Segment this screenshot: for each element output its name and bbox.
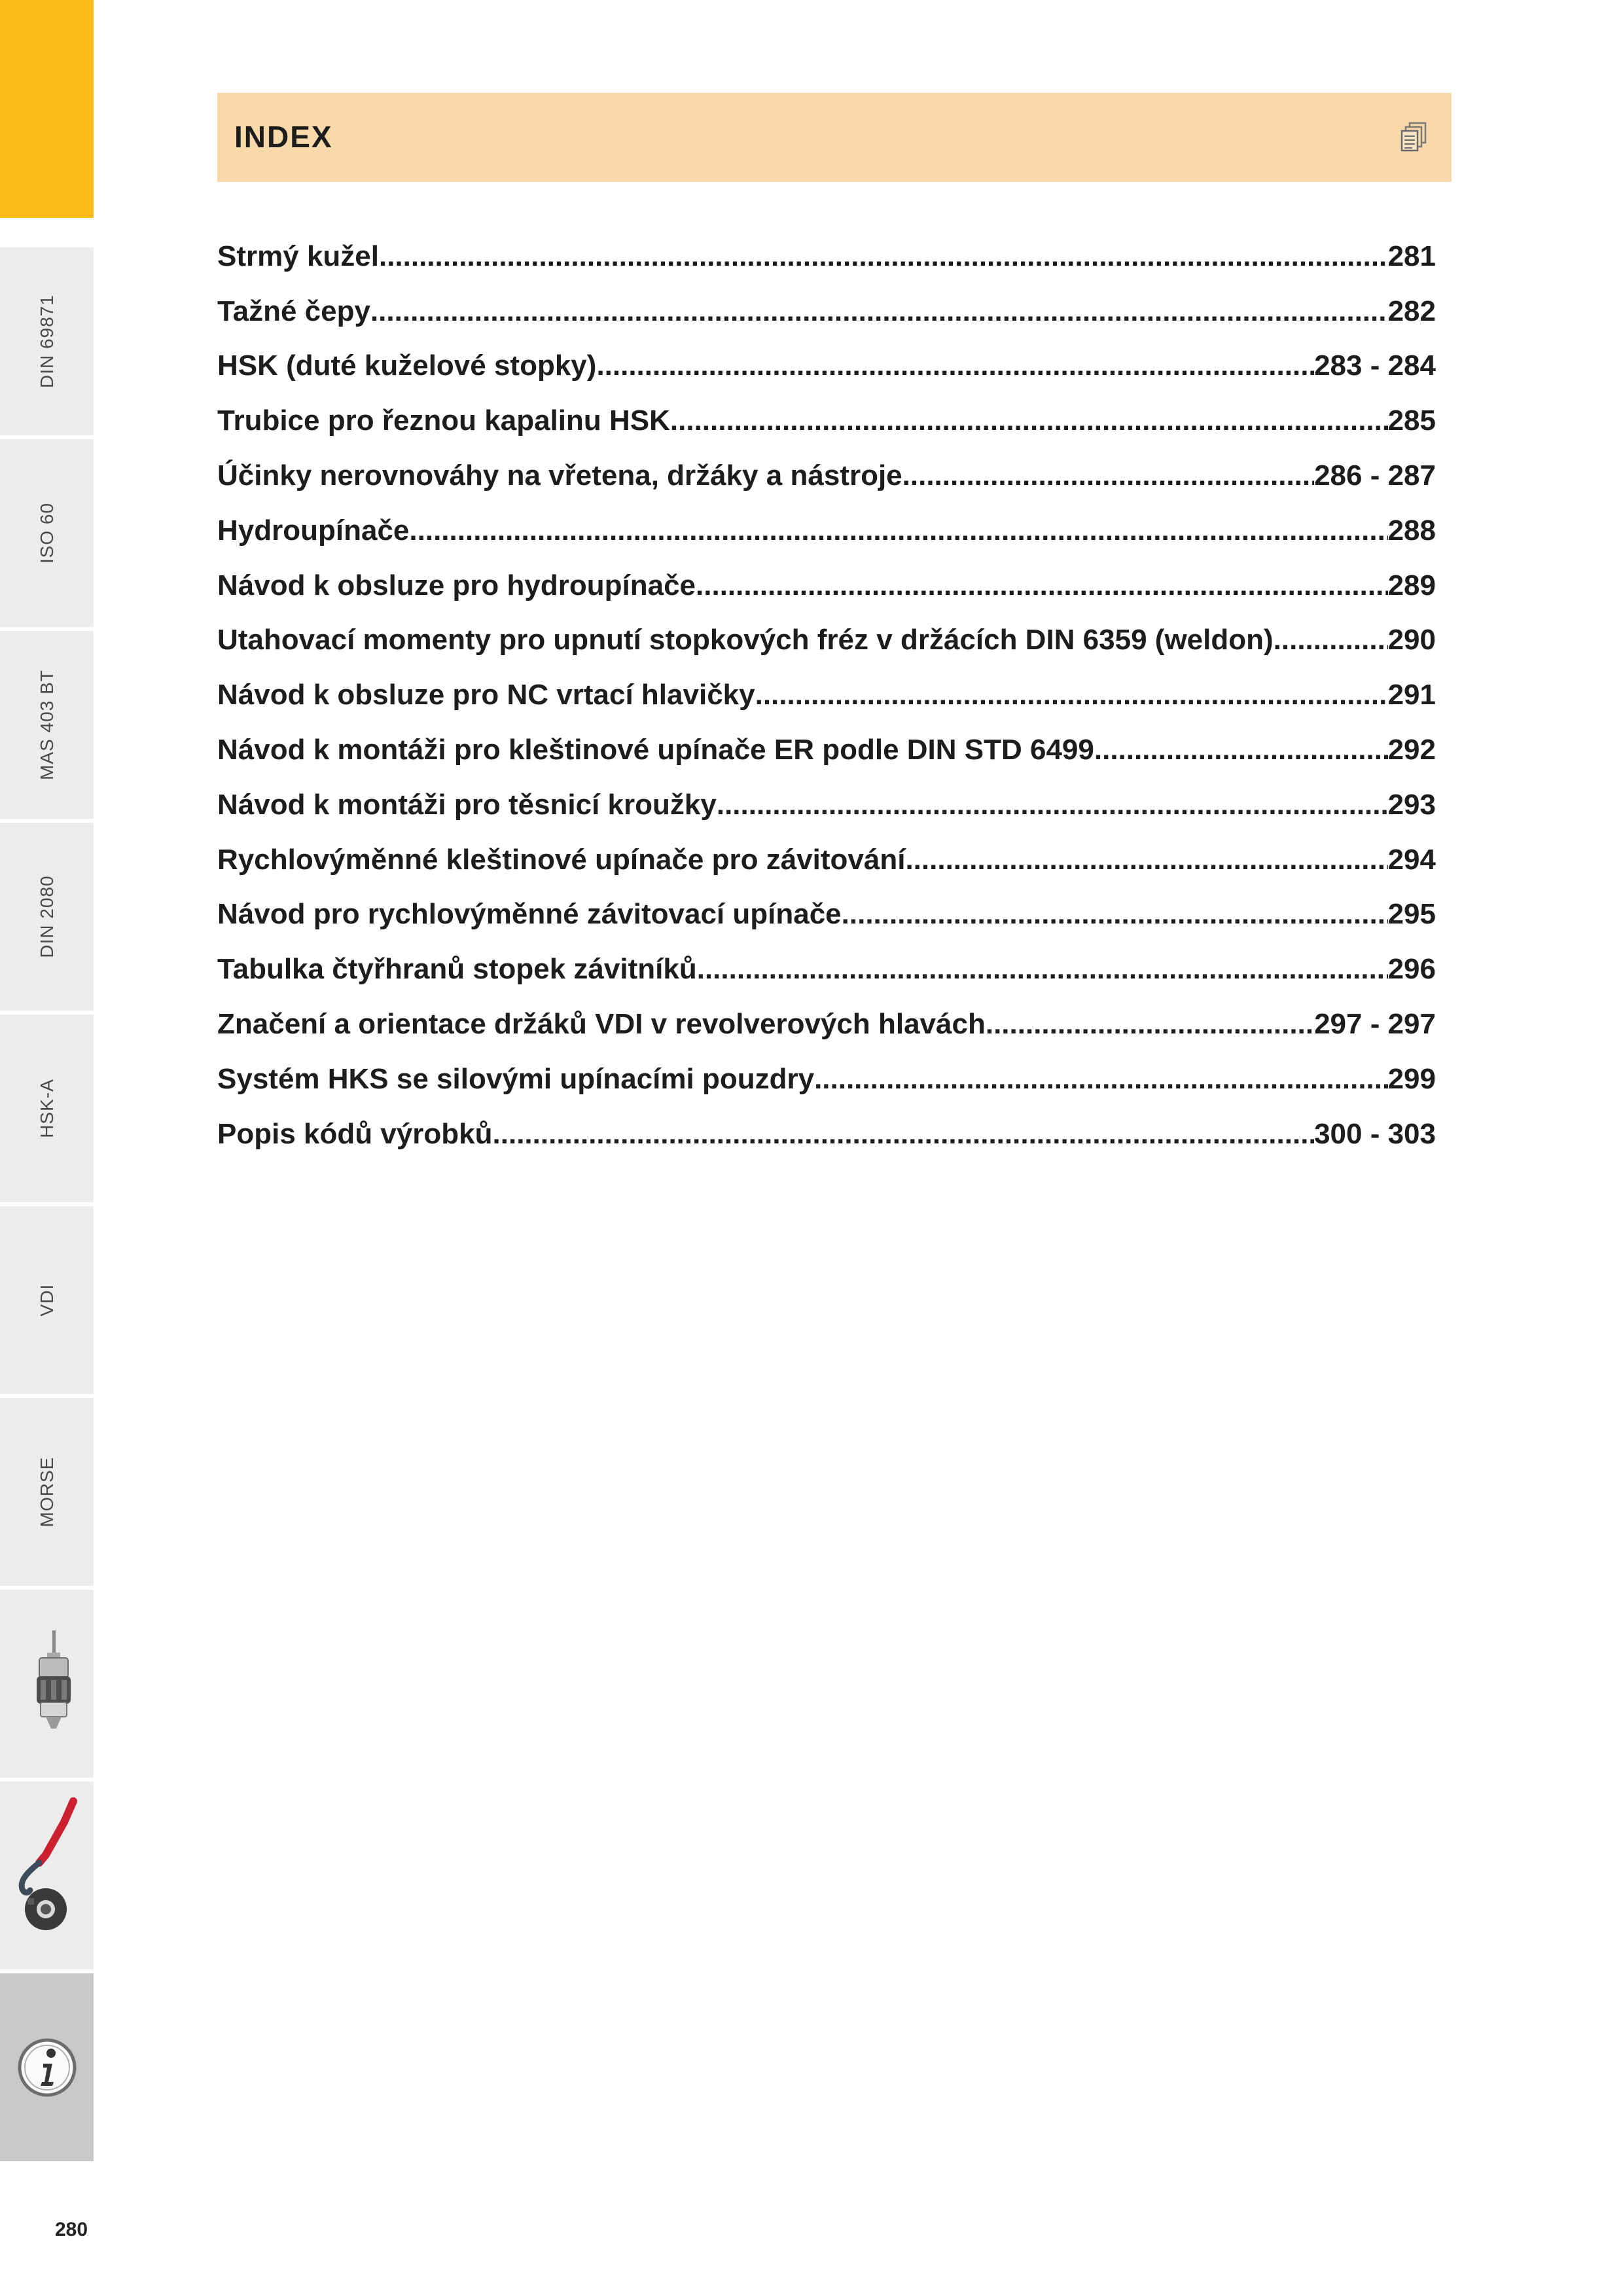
section-sidebar [0, 0, 94, 2296]
dot-leader [1274, 624, 1388, 656]
index-entry-title: Účinky nerovnováhy na vřetena, držáky a nástroje [217, 459, 902, 492]
index-entry-page: 294 [1387, 843, 1436, 876]
index-entry[interactable] [217, 997, 1436, 1052]
dot-leader [370, 295, 1388, 328]
index-entry[interactable] [217, 229, 1436, 284]
index-entry[interactable] [217, 613, 1436, 668]
index-entry-title: Návod k obsluze pro NC vrtací hlavičky [217, 679, 755, 711]
dot-leader [717, 789, 1388, 821]
index-entry[interactable] [217, 888, 1436, 942]
document-icon[interactable] [1400, 122, 1429, 153]
index-entry[interactable] [217, 1107, 1436, 1162]
sidebar-tab-label: MAS 403 BT [36, 670, 57, 780]
index-entry[interactable] [217, 833, 1436, 888]
sidebar-tab-label: MORSE [36, 1456, 57, 1528]
sidebar-tab-label: DIN 69871 [36, 295, 57, 388]
index-entry-page: 292 [1387, 734, 1436, 766]
dot-leader [696, 569, 1388, 602]
index-entry-title: Rychlovýměnné kleštinové upínače pro závitování [217, 843, 906, 876]
dot-leader [596, 350, 1314, 382]
dot-leader [986, 1008, 1314, 1041]
sidebar-tab-iso-60[interactable] [0, 439, 94, 627]
sidebar-tab-label: HSK-A [36, 1079, 57, 1138]
sidebar-tab-drill-chuck[interactable] [0, 1590, 94, 1778]
sidebar-tab-wrench-nut[interactable] [0, 1782, 94, 1969]
index-entry-page: 281 [1387, 240, 1436, 272]
index-entry-page: 291 [1387, 679, 1436, 711]
sidebar-tab-vdi[interactable] [0, 1206, 94, 1394]
index-entry-page: 297 - 297 [1314, 1008, 1436, 1041]
sidebar-tab-label: ISO 60 [36, 502, 57, 564]
index-list [217, 229, 1436, 1162]
index-entry-page: 295 [1387, 898, 1436, 931]
index-entry[interactable] [217, 558, 1436, 613]
index-entry-page: 282 [1387, 295, 1436, 327]
dot-leader [670, 404, 1388, 437]
index-entry-title: Systém HKS se silovými upínacími pouzdry [217, 1062, 815, 1095]
index-entry-page: 296 [1387, 953, 1436, 986]
index-entry[interactable] [217, 393, 1436, 448]
info-icon [0, 1973, 94, 2161]
index-entry-title: Tažné čepy [217, 295, 370, 327]
index-entry-title: Trubice pro řeznou kapalinu HSK [217, 404, 670, 437]
index-entry-title: Návod k obsluze pro hydroupínače [217, 569, 696, 601]
index-entry-page: 288 [1387, 514, 1436, 547]
index-entry-title: Návod k montáži pro těsnicí kroužky [217, 788, 717, 821]
index-entry-page: 289 [1387, 569, 1436, 601]
index-entry-page: 286 - 287 [1314, 459, 1436, 492]
dot-leader [814, 1063, 1388, 1096]
index-entry-title: Utahovací momenty pro upnutí stopkových fréz v držácích DIN 6359 (weldon) [217, 624, 1274, 656]
index-entry-page: 290 [1387, 624, 1436, 656]
index-entry[interactable] [217, 942, 1436, 997]
index-entry-page: 293 [1387, 788, 1436, 821]
sidebar-tab-mas-403-bt[interactable] [0, 631, 94, 819]
index-entry-title: Hydroupínače [217, 514, 410, 547]
sidebar-tab-hsk-a[interactable] [0, 1014, 94, 1202]
index-entry-page: 299 [1387, 1062, 1436, 1095]
index-entry[interactable] [217, 778, 1436, 833]
index-entry[interactable] [217, 1052, 1436, 1107]
dot-leader [842, 898, 1388, 931]
index-entry[interactable] [217, 339, 1436, 394]
index-entry-title: Návod k montáži pro kleštinové upínače ER podle DIN STD 6499 [217, 734, 1094, 766]
index-entry-page: 283 - 284 [1314, 350, 1436, 382]
sidebar-tab-label: VDI [36, 1283, 57, 1317]
index-entry-title: HSK (duté kuželové stopky) [217, 350, 597, 382]
index-entry[interactable] [217, 448, 1436, 503]
sidebar-tab-morse[interactable] [0, 1398, 94, 1586]
index-entry-title: Tabulka čtyřhranů stopek závitníků [217, 953, 697, 986]
index-entry-title: Návod pro rychlovýměnné závitovací upínače [217, 898, 842, 931]
index-entry-title: Strmý kužel [217, 240, 379, 272]
dot-leader [493, 1118, 1315, 1151]
page-title: INDEX [234, 120, 333, 154]
drill-chuck-icon [0, 1590, 94, 1778]
sidebar-accent-block [0, 0, 94, 218]
index-entry[interactable] [217, 284, 1436, 339]
dot-leader [379, 240, 1388, 273]
page-number: 280 [55, 2219, 88, 2240]
sidebar-tab-info[interactable] [0, 1973, 94, 2161]
index-header [217, 93, 1452, 182]
index-entry[interactable] [217, 503, 1436, 558]
index-entry-page: 285 [1387, 404, 1436, 437]
wrench-nut-icon [0, 1782, 94, 1969]
index-entry[interactable] [217, 668, 1436, 723]
index-entry-title: Popis kódů výrobků [217, 1117, 493, 1150]
sidebar-tab-din-2080[interactable] [0, 823, 94, 1011]
dot-leader [1094, 734, 1388, 766]
sidebar-tab-din-69871[interactable] [0, 247, 94, 435]
sidebar-tab-label: DIN 2080 [36, 875, 57, 958]
dot-leader [902, 459, 1314, 492]
dot-leader [905, 844, 1387, 876]
dot-leader [409, 514, 1387, 547]
index-entry-page: 300 - 303 [1314, 1117, 1436, 1150]
dot-leader [697, 953, 1388, 986]
index-entry[interactable] [217, 723, 1436, 778]
dot-leader [755, 679, 1388, 711]
index-entry-title: Značení a orientace držáků VDI v revolverových hlavách [217, 1008, 986, 1041]
